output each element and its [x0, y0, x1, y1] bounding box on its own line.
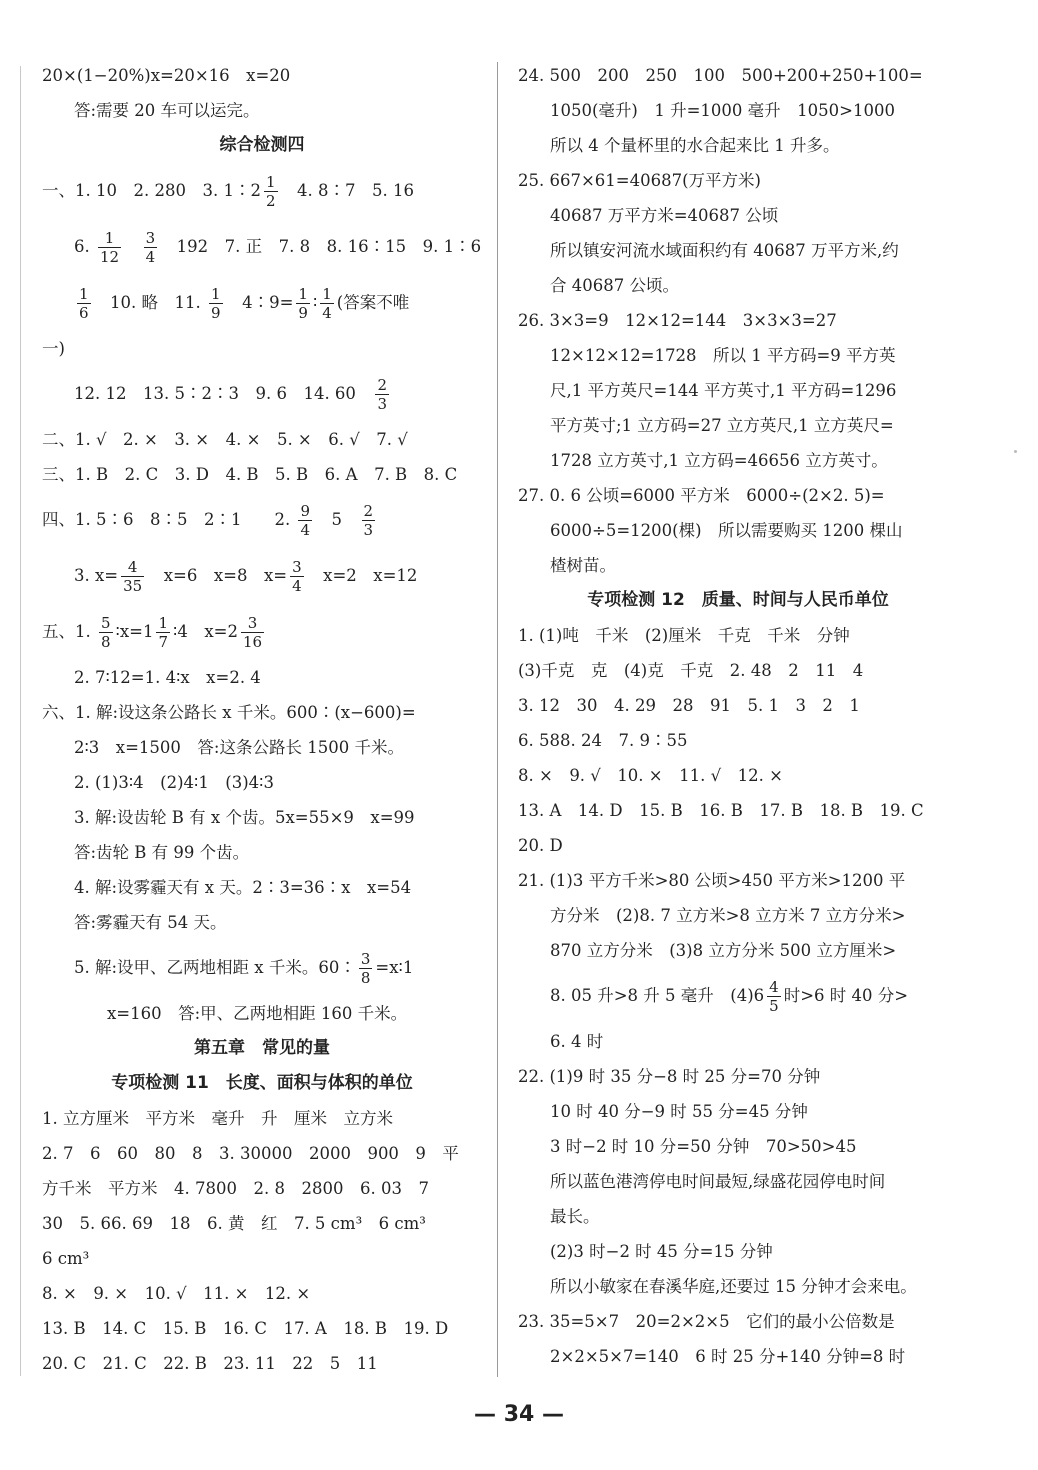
- answer-text: x=160 答:甲、乙两地相距 160 千米。: [74, 1004, 408, 1023]
- answer-line: [518, 933, 958, 968]
- answer-text: (2)3 时−2 时 45 分=15 分钟: [550, 1242, 773, 1261]
- answer-text: 四、1. 5∶6 8∶5 2∶1 2.: [42, 510, 296, 529]
- answer-text: (答案不唯: [336, 293, 410, 312]
- answer-line: [518, 198, 958, 233]
- answer-line: [518, 338, 958, 373]
- answer-line: [518, 58, 958, 93]
- answer-text: 27. 0. 6 公顷=6000 平方米 6000÷(2×2. 5)=: [518, 486, 885, 505]
- fraction: [144, 229, 158, 266]
- answer-line: [42, 163, 482, 219]
- answer-line: [518, 1304, 958, 1339]
- answer-line: [518, 1164, 958, 1199]
- fraction-numerator: 2: [363, 502, 374, 520]
- fraction: [362, 502, 376, 539]
- answer-line: [518, 93, 958, 128]
- fraction-denominator: 2: [265, 192, 276, 210]
- answer-line: [518, 1059, 958, 1094]
- fraction: [77, 285, 91, 322]
- answer-text: 所以蓝色港湾停电时间最短,绿盛花园停电时间: [550, 1172, 886, 1191]
- answer-text: 10. 略 11.: [93, 293, 207, 312]
- fraction: [375, 376, 389, 413]
- answer-line: $\frac{1}{6}$ 10. 略 11. $\frac{1}{9}$ 4∶9= $\frac{1}{9}$ ∶ $\frac{1}{4}$ (答案不唯: [79, 285, 410, 322]
- answer-text: 5. 解:设甲、乙两地相距 x 千米。60∶: [74, 958, 356, 977]
- answer-text: 三、1. B 2. C 3. D 4. B 5. B 6. A 7. B 8. C: [42, 465, 458, 484]
- answer-line: [42, 604, 482, 660]
- fraction: [156, 614, 170, 651]
- answer-line: [42, 548, 482, 604]
- answer-text: 2∶3 x=1500 答:这条公路长 1500 千米。: [74, 738, 404, 757]
- answer-line: [518, 723, 958, 758]
- fraction-numerator: 1: [298, 285, 308, 303]
- answer-text: 12. 12 13. 5∶2∶3 9. 6 14. 60: [74, 384, 373, 403]
- answer-line: [42, 996, 482, 1031]
- right-column: [518, 58, 958, 1374]
- answer-line: [518, 443, 958, 478]
- fraction: [264, 173, 278, 210]
- page-number: — 34 —: [474, 1402, 564, 1427]
- fraction-numerator: 3: [241, 614, 264, 633]
- answer-text: =x∶1: [375, 958, 414, 977]
- answer-text: 一、1. 10 2. 280 3. 1∶2: [42, 181, 261, 200]
- section-heading: 综合检测四: [219, 135, 305, 155]
- answer-line: [42, 219, 482, 275]
- answer-text: 26. 3×3=9 12×12=144 3×3×3=27: [518, 311, 837, 330]
- fraction-numerator: 4: [121, 558, 144, 577]
- answer-text: 40687 万平方米=40687 公顷: [550, 206, 779, 225]
- fraction-denominator: 4: [145, 248, 156, 266]
- answer-text: 8. × 9. √ 10. × 11. √ 12. ×: [518, 766, 783, 785]
- answer-text: 答:需要 20 车可以运完。: [74, 101, 260, 120]
- answer-text: 21. (1)3 平方千米>80 公顷>450 平方米>1200 平: [518, 871, 906, 890]
- answer-text: 3 时−2 时 10 分=50 分钟 70>50>45: [550, 1137, 857, 1156]
- answer-line: [518, 968, 958, 1024]
- fraction-numerator: 1: [79, 285, 89, 303]
- answer-text: 2. 7∶12=1. 4∶x x=2. 4: [74, 668, 261, 687]
- answer-line: [518, 1234, 958, 1269]
- fraction-numerator: 3: [145, 229, 156, 247]
- fraction: [241, 614, 264, 651]
- answer-line: [518, 653, 958, 688]
- fraction: [298, 502, 312, 539]
- fraction-denominator: 12: [100, 248, 120, 266]
- answer-line: [42, 695, 482, 730]
- answer-text: 5: [315, 510, 359, 529]
- fraction: [209, 285, 223, 322]
- left-margin-rule: [20, 66, 21, 1376]
- answer-text: 24. 500 200 250 100 500+200+250+100=: [518, 66, 923, 85]
- fraction-numerator: 9: [300, 502, 311, 520]
- fraction-numerator: 4: [769, 978, 779, 996]
- fraction-numerator: 1: [265, 173, 276, 191]
- answer-line: [42, 1171, 482, 1206]
- section-heading: 专项检测 12 质量、时间与人民币单位: [587, 590, 889, 610]
- scan-speck: [1014, 450, 1017, 453]
- answer-text: 6 cm³: [42, 1249, 90, 1268]
- answer-text: 6000÷5=1200(棵) 所以需要购买 1200 棵山: [550, 521, 903, 540]
- fraction-denominator: 8: [360, 969, 371, 987]
- column-divider: [497, 62, 498, 1377]
- answer-text: 3. 12 30 4. 29 28 91 5. 1 3 2 1: [518, 696, 860, 715]
- answer-line: [518, 688, 958, 723]
- answer-text: 30 5. 66. 69 18 6. 黄 红 7. 5 cm³ 6 cm³: [42, 1214, 426, 1233]
- fraction: [121, 558, 144, 595]
- answer-text: 12×12×12=1728 所以 1 平方码=9 平方英: [550, 346, 896, 365]
- answer-text: 平方英寸;1 立方码=27 立方英尺,1 立方英尺=: [550, 416, 894, 435]
- answer-line: [42, 1206, 482, 1241]
- answer-line: [518, 128, 958, 163]
- answer-text: 二、1. √ 2. × 3. × 4. × 5. × 6. √ 7. √: [42, 430, 408, 449]
- answer-text: 25. 667×61=40687(万平方米): [518, 171, 761, 190]
- answer-text: 答:齿轮 B 有 99 个齿。: [74, 843, 250, 862]
- answer-text: 1728 立方英寸,1 立方码=46656 立方英寸。: [550, 451, 888, 470]
- answer-line: [518, 1199, 958, 1234]
- fraction: [320, 285, 334, 322]
- answer-line: [518, 1269, 958, 1304]
- fraction-numerator: 1: [98, 229, 121, 248]
- answer-line: [42, 800, 482, 835]
- answer-text: 答:雾霾天有 54 天。: [74, 913, 227, 932]
- answer-text: 合 40687 公顷。: [550, 276, 679, 295]
- fraction-denominator: 3: [363, 521, 374, 539]
- answer-line: [518, 1339, 958, 1374]
- fraction: [359, 950, 373, 987]
- answer-text: 13. A 14. D 15. B 16. B 17. B 18. B 19. C: [518, 801, 924, 820]
- answer-line: [42, 835, 482, 870]
- fraction-denominator: 9: [211, 304, 221, 322]
- fraction: [99, 614, 113, 651]
- answer-text: 4∶9=: [225, 293, 294, 312]
- answer-line: [42, 58, 482, 93]
- answer-text: 1. (1)吨 千米 (2)厘米 千克 千米 分钟: [518, 626, 850, 645]
- fraction-denominator: 4: [300, 521, 311, 539]
- answer-line: [42, 366, 482, 422]
- fraction-denominator: 7: [158, 633, 169, 651]
- answer-line: [42, 1311, 482, 1346]
- answer-line: [518, 513, 958, 548]
- fraction-numerator: 1: [158, 614, 169, 632]
- answer-line: [42, 331, 482, 366]
- answer-text: 192 7. 正 7. 8 8. 16∶15 9. 1∶6: [160, 237, 482, 256]
- answer-text: x=2 x=12: [306, 566, 418, 585]
- answer-text: ∶4 x=2: [173, 622, 238, 641]
- answer-line: [42, 422, 482, 457]
- answer-text: 3. x=: [74, 566, 119, 585]
- answer-text: 所以镇安河流水域面积约有 40687 万平方米,约: [550, 241, 899, 260]
- answer-text: x=6 x=8 x=: [147, 566, 288, 585]
- answer-text: 2. 7 6 60 80 8 3. 30000 2000 900 9 平: [42, 1144, 459, 1163]
- answer-line: [42, 457, 482, 492]
- answer-line: [518, 618, 958, 653]
- answer-line: [42, 940, 482, 996]
- answer-text: 6.: [74, 237, 95, 256]
- fraction-denominator: 5: [769, 997, 779, 1015]
- section-heading: 第五章 常见的量: [194, 1038, 330, 1058]
- answer-text: (3)千克 克 (4)克 千克 2. 48 2 11 4: [518, 661, 864, 680]
- answer-text: 6. 588. 24 7. 9∶55: [518, 731, 688, 750]
- answer-line: [42, 730, 482, 765]
- fraction: [767, 978, 781, 1015]
- answer-text: 方分米 (2)8. 7 立方米>8 立方米 7 立方分米>: [550, 906, 906, 925]
- answer-text: 1. 立方厘米 平方米 毫升 升 厘米 立方米: [42, 1109, 393, 1128]
- answer-text: 1050(毫升) 1 升=1000 毫升 1050>1000: [550, 101, 895, 120]
- answer-text: 六、1. 解:设这条公路长 x 千米。600∶(x−600)=: [42, 703, 416, 722]
- answer-text: 3. 解:设齿轮 B 有 x 个齿。5x=55×9 x=99: [74, 808, 415, 827]
- answer-line: [518, 233, 958, 268]
- answer-line: [518, 828, 958, 863]
- answer-line: [42, 870, 482, 905]
- answer-text: 20. C 21. C 22. B 23. 11 22 5 11: [42, 1354, 378, 1373]
- answer-text: 8. × 9. × 10. √ 11. × 12. ×: [42, 1284, 311, 1303]
- answer-line: [42, 1101, 482, 1136]
- answer-line: [42, 660, 482, 695]
- answer-line: [518, 478, 958, 513]
- answer-line: [518, 758, 958, 793]
- section-heading: 专项检测 11 长度、面积与体积的单位: [111, 1073, 413, 1093]
- answer-line: [518, 373, 958, 408]
- answer-line: [518, 863, 958, 898]
- answer-line: [42, 905, 482, 940]
- fraction-numerator: 3: [292, 558, 302, 576]
- answer-line: [42, 1346, 482, 1381]
- answer-text: 6. 4 时: [550, 1032, 604, 1051]
- answer-text: 最长。: [550, 1207, 600, 1226]
- answer-line: [42, 93, 482, 128]
- answer-text: 2. (1)3∶4 (2)4∶1 (3)4∶3: [74, 773, 274, 792]
- fraction-numerator: 5: [101, 614, 111, 632]
- answer-line: [518, 548, 958, 583]
- answer-text: 一): [42, 339, 65, 358]
- answer-text: 22. (1)9 时 35 分−8 时 25 分=70 分钟: [518, 1067, 821, 1086]
- answer-line: [518, 303, 958, 338]
- answer-line: [518, 408, 958, 443]
- answer-text: 870 立方分米 (3)8 立方分米 500 立方厘米>: [550, 941, 897, 960]
- fraction-denominator: 6: [79, 304, 89, 322]
- answer-text: 五、1.: [42, 622, 96, 641]
- answer-text: 10 时 40 分−9 时 55 分=45 分钟: [550, 1102, 808, 1121]
- answer-text: 8. 05 升>8 升 5 毫升 (4)6: [550, 986, 765, 1005]
- answer-text: 楂树苗。: [550, 556, 616, 575]
- answer-text: 尺,1 平方英尺=144 平方英寸,1 平方码=1296: [550, 381, 897, 400]
- fraction-denominator: 3: [377, 395, 387, 413]
- fraction-denominator: 4: [322, 304, 332, 322]
- answer-text: 所以 4 个量杯里的水合起来比 1 升多。: [550, 136, 840, 155]
- answer-text: 4. 解:设雾霾天有 x 天。2∶3=36∶x x=54: [74, 878, 412, 897]
- answer-text: 方千米 平方米 4. 7800 2. 8 2800 6. 03 7: [42, 1179, 429, 1198]
- answer-text: 2×2×5×7=140 6 时 25 分+140 分钟=8 时: [550, 1347, 906, 1366]
- answer-line: [518, 1024, 958, 1059]
- fraction: [98, 229, 121, 266]
- fraction-denominator: 8: [101, 633, 111, 651]
- answer-line: [42, 1136, 482, 1171]
- fraction-denominator: 9: [298, 304, 308, 322]
- answer-text: ∶x=1: [115, 622, 154, 641]
- answer-line: [518, 793, 958, 828]
- answer-text: 4. 8∶7 5. 16: [280, 181, 414, 200]
- fraction-numerator: 2: [377, 376, 387, 394]
- answer-text: 13. B 14. C 15. B 16. C 17. A 18. B 19. D: [42, 1319, 449, 1338]
- answer-line: [42, 1241, 482, 1276]
- fraction: [296, 285, 310, 322]
- answer-text: 23. 35=5×7 20=2×2×5 它们的最小公倍数是: [518, 1312, 895, 1331]
- answer-line: [42, 492, 482, 548]
- fraction: [290, 558, 304, 595]
- fraction-numerator: 1: [322, 285, 332, 303]
- left-column: [42, 58, 482, 1381]
- answer-text: 所以小敏家在春溪华庭,还要过 15 分钟才会来电。: [550, 1277, 917, 1296]
- answer-text: 20×(1−20%)x=20×16 x=20: [42, 66, 291, 85]
- answer-line: [518, 1129, 958, 1164]
- fraction-numerator: 3: [360, 950, 371, 968]
- answer-line: [518, 268, 958, 303]
- fraction-denominator: 4: [292, 577, 302, 595]
- fraction-numerator: 1: [211, 285, 221, 303]
- answer-line: [518, 1094, 958, 1129]
- answer-line: [42, 765, 482, 800]
- answer-text: 20. D: [518, 836, 563, 855]
- answer-line: [42, 1276, 482, 1311]
- answer-text: 时>6 时 40 分>: [783, 986, 909, 1005]
- fraction-denominator: 16: [242, 633, 263, 651]
- answer-line: [518, 163, 958, 198]
- answer-line: [518, 898, 958, 933]
- fraction-denominator: 35: [123, 577, 143, 595]
